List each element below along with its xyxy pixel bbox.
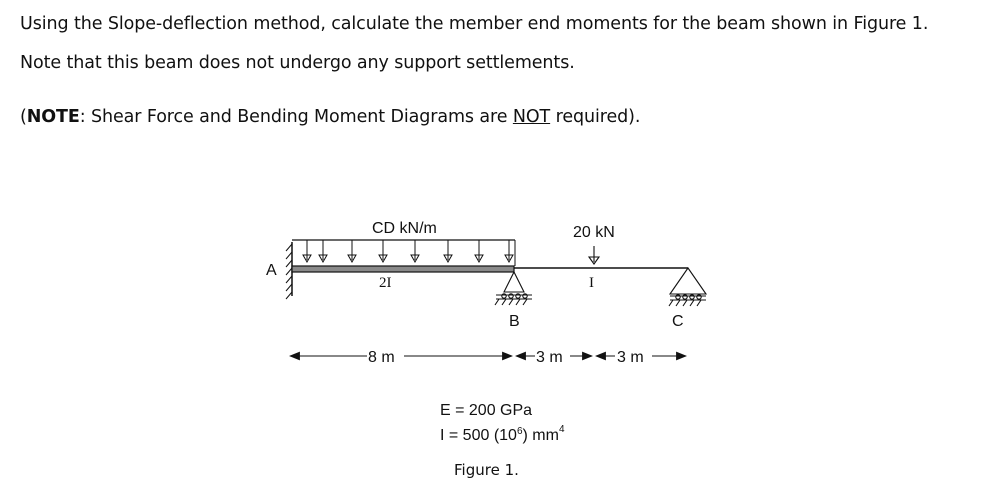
modulus-text: E = 200 GPa — [440, 402, 533, 419]
udl-arrows — [303, 240, 513, 262]
note-not: NOT — [512, 107, 551, 127]
support-b-label: B — [509, 313, 520, 330]
inertia-exp: 6 — [516, 426, 523, 437]
inertia-unit-exp: 4 — [558, 424, 565, 435]
distributed-load — [292, 240, 515, 266]
question-line-1: Using the Slope-deflection method, calculate the member end moments for the beam shown in Figure 1. — [20, 14, 929, 34]
figure-caption: Figure 1. — [454, 461, 519, 479]
point-load-arrow — [589, 246, 599, 264]
beam-span-ab — [292, 266, 514, 272]
support-a-label: A — [266, 262, 277, 279]
dim-span-ab-label: 8 m — [368, 349, 395, 366]
pin-support-c — [669, 268, 706, 306]
point-load-label: 20 kN — [573, 224, 615, 241]
question-line-2: Note that this beam does not undergo any support settlements. — [20, 53, 575, 73]
note-open: ( — [20, 107, 27, 127]
span-bc-inertia: I — [589, 275, 594, 291]
inertia-value: I = 500 (10 — [440, 427, 517, 444]
inertia-unit: ) mm — [522, 427, 559, 444]
note-middle: : Shear Force and Bending Moment Diagrams are — [79, 107, 513, 127]
note-end: required). — [550, 107, 641, 127]
note-keyword: NOTE — [26, 107, 80, 127]
dim-span-bc-right-label: 3 m — [617, 349, 644, 366]
support-c-label: C — [672, 313, 684, 330]
inertia-text — [440, 424, 565, 444]
pin-support-b — [495, 272, 532, 305]
dim-span-bc-left-label: 3 m — [536, 349, 563, 366]
fixed-support-a — [286, 242, 292, 299]
udl-label: CD kN/m — [372, 220, 437, 237]
span-ab-inertia: 2I — [379, 275, 392, 291]
